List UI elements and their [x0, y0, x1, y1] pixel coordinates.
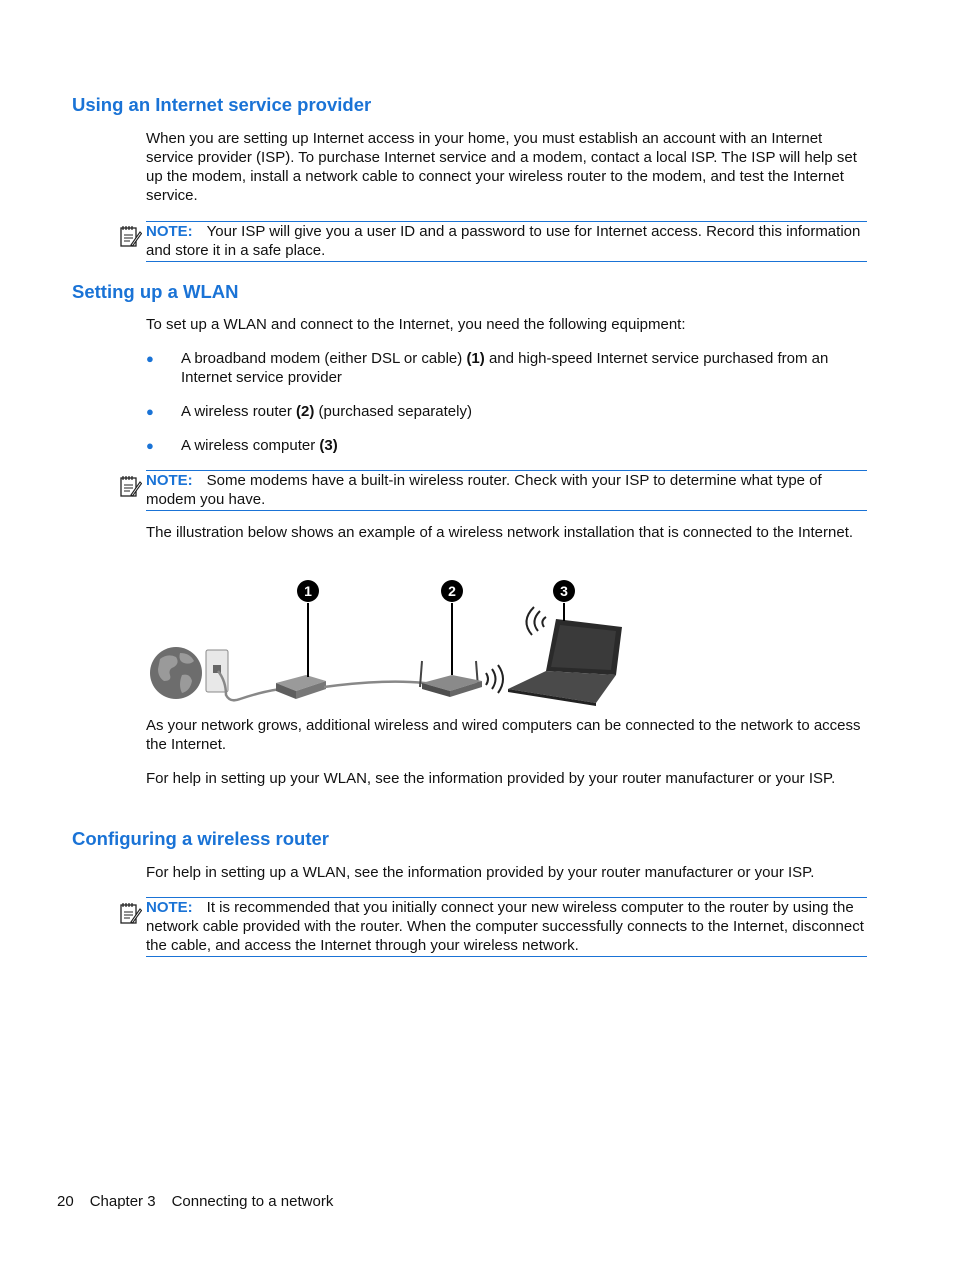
note-text: It is recommended that you initially connect your new wireless computer to the router by using the network cable provided with the router. When the computer successfully connects to the Internet, disconnect the cable, and access the Internet through your wireless network. — [146, 899, 864, 954]
note-label: NOTE: — [146, 223, 193, 240]
note-router — [146, 897, 867, 957]
bullet-icon: ● — [146, 404, 154, 419]
callout-2-label: 2 — [448, 583, 456, 599]
callout-3-label: 3 — [560, 583, 568, 599]
wifi-signal-icon — [526, 607, 546, 635]
modem-icon — [276, 675, 326, 699]
page-footer — [57, 1192, 349, 1211]
note-modem — [146, 470, 867, 511]
callout-1-label: 1 — [304, 583, 312, 599]
list-item: A broadband modem (either DSL or cable) (1) and high-speed Internet service purchased from an Internet service provider — [181, 350, 829, 386]
list-item: A wireless computer (3) — [181, 437, 338, 454]
page-number: 20 — [57, 1193, 74, 1210]
wifi-signal-icon — [486, 665, 503, 693]
list-item: A wireless router (2) (purchased separately) — [181, 403, 472, 420]
network-grows-paragraph: As your network grows, additional wireless and wired computers can be connected to the network to access the Internet. — [146, 717, 861, 753]
note-icon — [118, 224, 142, 248]
laptop-icon — [508, 619, 622, 706]
chapter-label: Chapter 3 — [89, 1193, 156, 1210]
router-paragraph: For help in setting up a WLAN, see the information provided by your router manufacturer or your ISP. — [146, 864, 815, 881]
bullet-icon: ● — [146, 438, 154, 453]
note-icon — [118, 901, 142, 925]
note-text: Your ISP will give you a user ID and a password to use for Internet access. Record this information and store it in a safe place. — [146, 223, 861, 259]
isp-paragraph: When you are setting up Internet access in your home, you must establish an account with an Internet service provider (ISP). To purchase Internet service and a modem, contact a local ISP. The ISP will help set up the modem, install a network cable to connect your wireless router to the modem, and test the Internet service. — [146, 130, 857, 204]
note-icon — [118, 474, 142, 498]
section-heading-wlan: Setting up a WLAN — [72, 281, 239, 302]
network-illustration — [146, 575, 636, 715]
section-heading-isp: Using an Internet service provider — [72, 94, 372, 115]
note-isp — [146, 221, 867, 262]
globe-icon — [150, 647, 202, 699]
help-paragraph: For help in setting up your WLAN, see the information provided by your router manufacturer or your ISP. — [146, 770, 836, 787]
note-label: NOTE: — [146, 472, 193, 489]
chapter-title: Connecting to a network — [171, 1193, 334, 1210]
section-heading-router: Configuring a wireless router — [72, 828, 329, 849]
wlan-intro: To set up a WLAN and connect to the Internet, you need the following equipment: — [146, 316, 686, 333]
bullet-icon: ● — [146, 351, 154, 366]
note-text: Some modems have a built-in wireless router. Check with your ISP to determine what type of modem you have. — [146, 472, 822, 508]
note-label: NOTE: — [146, 899, 193, 916]
illustration-intro: The illustration below shows an example of a wireless network installation that is connected to the Internet. — [146, 524, 854, 541]
